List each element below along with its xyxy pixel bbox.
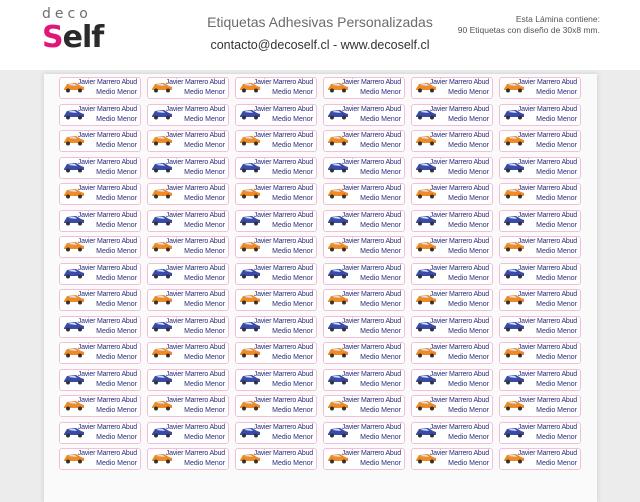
label-class-level: Medio Menor: [536, 301, 577, 308]
sticker-label: [323, 263, 405, 285]
label-child-name: Javier Marrero Abud: [341, 423, 401, 431]
label-child-name: Javier Marrero Abud: [165, 105, 225, 113]
label-class-level: Medio Menor: [272, 301, 313, 308]
label-child-name: Javier Marrero Abud: [341, 238, 401, 245]
sticker-label: [499, 77, 581, 99]
sticker-label: [59, 395, 141, 417]
label-class-level: Medio Menor: [448, 248, 489, 255]
label-class-level: Medio Menor: [360, 168, 401, 176]
label-child-name: Javier Marrero Abud: [429, 238, 489, 245]
sticker-label: [235, 77, 317, 99]
label-child-name: Javier Marrero Abud: [253, 450, 313, 457]
label-class-level: Medio Menor: [360, 221, 401, 229]
label-class-level: Medio Menor: [96, 115, 137, 123]
label-child-name: Javier Marrero Abud: [77, 79, 137, 86]
label-class-level: Medio Menor: [536, 221, 577, 229]
sticker-label: [323, 104, 405, 126]
label-child-name: Javier Marrero Abud: [429, 132, 489, 139]
sticker-label: [323, 448, 405, 470]
label-child-name: Javier Marrero Abud: [165, 211, 225, 219]
label-child-name: Javier Marrero Abud: [429, 291, 489, 298]
label-class-level: Medio Menor: [272, 407, 313, 414]
sticker-label: [323, 130, 405, 152]
sticker-label: [323, 369, 405, 391]
label-child-name: Javier Marrero Abud: [517, 423, 577, 431]
sheet-info-line1: Esta Lámina contiene:: [515, 14, 600, 24]
sticker-label: [499, 369, 581, 391]
label-class-level: Medio Menor: [184, 301, 225, 308]
sticker-label: [499, 342, 581, 364]
label-class-level: Medio Menor: [536, 168, 577, 176]
label-child-name: Javier Marrero Abud: [165, 238, 225, 245]
sticker-label: [499, 130, 581, 152]
label-class-level: Medio Menor: [184, 221, 225, 229]
label-child-name: Javier Marrero Abud: [77, 370, 137, 378]
sticker-label: [411, 263, 493, 285]
sticker-label: [411, 369, 493, 391]
label-child-name: Javier Marrero Abud: [517, 132, 577, 139]
label-grid: [59, 77, 581, 470]
label-child-name: Javier Marrero Abud: [77, 105, 137, 113]
sticker-label: [411, 448, 493, 470]
label-class-level: Medio Menor: [536, 327, 577, 335]
label-child-name: Javier Marrero Abud: [165, 158, 225, 166]
label-child-name: Javier Marrero Abud: [429, 423, 489, 431]
label-class-level: Medio Menor: [272, 433, 313, 441]
sticker-label: [411, 77, 493, 99]
label-child-name: Javier Marrero Abud: [429, 158, 489, 166]
sticker-label: [411, 316, 493, 338]
label-class-level: Medio Menor: [536, 274, 577, 282]
sticker-label: [323, 210, 405, 232]
sticker-label: [147, 369, 229, 391]
label-sheet: [44, 74, 597, 502]
label-child-name: Javier Marrero Abud: [517, 291, 577, 298]
sticker-label: [499, 104, 581, 126]
label-class-level: Medio Menor: [96, 248, 137, 255]
sheet-info-line2: 90 Etiquetas con diseño de 30x8 mm.: [457, 25, 600, 35]
sticker-label: [147, 422, 229, 444]
label-child-name: Javier Marrero Abud: [77, 238, 137, 245]
label-child-name: Javier Marrero Abud: [253, 423, 313, 431]
label-child-name: Javier Marrero Abud: [253, 105, 313, 113]
label-class-level: Medio Menor: [184, 195, 225, 202]
label-class-level: Medio Menor: [184, 380, 225, 388]
sticker-label: [499, 289, 581, 311]
sticker-label: [147, 289, 229, 311]
label-class-level: Medio Menor: [448, 354, 489, 361]
sticker-label: [323, 77, 405, 99]
label-class-level: Medio Menor: [536, 354, 577, 361]
label-class-level: Medio Menor: [360, 327, 401, 335]
sticker-label: [59, 210, 141, 232]
sticker-label: [411, 104, 493, 126]
label-child-name: Javier Marrero Abud: [77, 317, 137, 325]
label-child-name: Javier Marrero Abud: [165, 317, 225, 325]
label-class-level: Medio Menor: [272, 195, 313, 202]
logo-self-text: Self: [42, 20, 104, 55]
sticker-label: [235, 104, 317, 126]
sticker-label: [59, 448, 141, 470]
sticker-label: [235, 263, 317, 285]
label-child-name: Javier Marrero Abud: [341, 185, 401, 192]
label-child-name: Javier Marrero Abud: [165, 397, 225, 404]
label-child-name: Javier Marrero Abud: [253, 185, 313, 192]
label-class-level: Medio Menor: [96, 327, 137, 335]
label-class-level: Medio Menor: [360, 89, 401, 96]
logo-deco-text: deco: [42, 6, 92, 22]
label-class-level: Medio Menor: [360, 142, 401, 149]
label-child-name: Javier Marrero Abud: [341, 450, 401, 457]
page-title: Etiquetas Adhesivas Personalizadas: [207, 14, 433, 30]
label-class-level: Medio Menor: [184, 354, 225, 361]
sticker-label: [147, 210, 229, 232]
label-class-level: Medio Menor: [272, 115, 313, 123]
label-class-level: Medio Menor: [536, 407, 577, 414]
label-class-level: Medio Menor: [184, 274, 225, 282]
label-class-level: Medio Menor: [448, 301, 489, 308]
label-class-level: Medio Menor: [96, 89, 137, 96]
label-child-name: Javier Marrero Abud: [165, 185, 225, 192]
label-class-level: Medio Menor: [96, 142, 137, 149]
label-class-level: Medio Menor: [448, 142, 489, 149]
label-child-name: Javier Marrero Abud: [341, 211, 401, 219]
label-child-name: Javier Marrero Abud: [77, 158, 137, 166]
label-child-name: Javier Marrero Abud: [77, 423, 137, 431]
label-class-level: Medio Menor: [96, 460, 137, 467]
label-child-name: Javier Marrero Abud: [517, 185, 577, 192]
label-child-name: Javier Marrero Abud: [165, 291, 225, 298]
label-class-level: Medio Menor: [448, 195, 489, 202]
label-child-name: Javier Marrero Abud: [341, 344, 401, 351]
sticker-label: [323, 342, 405, 364]
sticker-label: [235, 210, 317, 232]
label-class-level: Medio Menor: [360, 433, 401, 441]
sticker-label: [323, 316, 405, 338]
sticker-label: [235, 369, 317, 391]
sticker-label: [59, 130, 141, 152]
sticker-label: [411, 236, 493, 258]
sticker-label: [499, 395, 581, 417]
label-class-level: Medio Menor: [96, 168, 137, 176]
label-child-name: Javier Marrero Abud: [517, 158, 577, 166]
sticker-label: [235, 289, 317, 311]
label-child-name: Javier Marrero Abud: [165, 423, 225, 431]
label-class-level: Medio Menor: [184, 460, 225, 467]
sticker-label: [235, 130, 317, 152]
label-class-level: Medio Menor: [536, 115, 577, 123]
sticker-label: [323, 289, 405, 311]
sticker-label: [411, 342, 493, 364]
sticker-label: [499, 236, 581, 258]
label-class-level: Medio Menor: [536, 89, 577, 96]
sticker-label: [147, 130, 229, 152]
label-child-name: Javier Marrero Abud: [517, 211, 577, 219]
label-child-name: Javier Marrero Abud: [253, 397, 313, 404]
label-class-level: Medio Menor: [448, 327, 489, 335]
label-child-name: Javier Marrero Abud: [429, 450, 489, 457]
sticker-label: [323, 236, 405, 258]
label-class-level: Medio Menor: [448, 380, 489, 388]
label-child-name: Javier Marrero Abud: [77, 211, 137, 219]
sticker-label: [147, 77, 229, 99]
label-class-level: Medio Menor: [360, 354, 401, 361]
sticker-label: [323, 395, 405, 417]
label-child-name: Javier Marrero Abud: [165, 132, 225, 139]
label-child-name: Javier Marrero Abud: [77, 185, 137, 192]
sticker-label: [499, 448, 581, 470]
label-child-name: Javier Marrero Abud: [429, 79, 489, 86]
label-class-level: Medio Menor: [272, 89, 313, 96]
sticker-label: [499, 183, 581, 205]
sticker-label: [59, 104, 141, 126]
label-class-level: Medio Menor: [96, 195, 137, 202]
label-child-name: Javier Marrero Abud: [517, 238, 577, 245]
label-child-name: Javier Marrero Abud: [165, 450, 225, 457]
label-class-level: Medio Menor: [96, 380, 137, 388]
label-child-name: Javier Marrero Abud: [517, 370, 577, 378]
contact-line: contacto@decoself.cl - www.decoself.cl: [210, 38, 430, 52]
label-class-level: Medio Menor: [536, 380, 577, 388]
label-child-name: Javier Marrero Abud: [429, 397, 489, 404]
label-class-level: Medio Menor: [448, 460, 489, 467]
sticker-label: [235, 395, 317, 417]
sticker-label: [59, 369, 141, 391]
sticker-label: [411, 289, 493, 311]
sticker-label: [147, 263, 229, 285]
label-class-level: Medio Menor: [448, 433, 489, 441]
label-class-level: Medio Menor: [536, 142, 577, 149]
sticker-label: [499, 422, 581, 444]
label-class-level: Medio Menor: [272, 221, 313, 229]
label-class-level: Medio Menor: [272, 274, 313, 282]
label-class-level: Medio Menor: [96, 407, 137, 414]
label-class-level: Medio Menor: [360, 274, 401, 282]
label-child-name: Javier Marrero Abud: [253, 264, 313, 272]
sticker-label: [147, 157, 229, 179]
label-child-name: Javier Marrero Abud: [517, 317, 577, 325]
label-child-name: Javier Marrero Abud: [165, 264, 225, 272]
label-class-level: Medio Menor: [96, 221, 137, 229]
label-class-level: Medio Menor: [360, 407, 401, 414]
decoself-logo: [42, 6, 112, 56]
label-child-name: Javier Marrero Abud: [77, 264, 137, 272]
label-child-name: Javier Marrero Abud: [341, 105, 401, 113]
sticker-label: [59, 77, 141, 99]
sticker-label: [235, 157, 317, 179]
sticker-label: [411, 183, 493, 205]
sticker-label: [147, 104, 229, 126]
sticker-label: [59, 342, 141, 364]
label-child-name: Javier Marrero Abud: [517, 344, 577, 351]
label-child-name: Javier Marrero Abud: [429, 370, 489, 378]
sticker-label: [235, 422, 317, 444]
sticker-label: [59, 183, 141, 205]
sticker-label: [411, 395, 493, 417]
label-class-level: Medio Menor: [272, 354, 313, 361]
sticker-label: [59, 316, 141, 338]
label-child-name: Javier Marrero Abud: [517, 397, 577, 404]
sticker-label: [59, 157, 141, 179]
label-class-level: Medio Menor: [448, 407, 489, 414]
label-child-name: Javier Marrero Abud: [77, 344, 137, 351]
label-child-name: Javier Marrero Abud: [517, 450, 577, 457]
label-class-level: Medio Menor: [184, 89, 225, 96]
label-class-level: Medio Menor: [272, 380, 313, 388]
label-child-name: Javier Marrero Abud: [165, 344, 225, 351]
sticker-label: [323, 157, 405, 179]
label-class-level: Medio Menor: [448, 89, 489, 96]
sticker-label: [147, 316, 229, 338]
sticker-label: [235, 316, 317, 338]
label-child-name: Javier Marrero Abud: [517, 79, 577, 86]
label-child-name: Javier Marrero Abud: [253, 132, 313, 139]
label-child-name: Javier Marrero Abud: [429, 105, 489, 113]
label-child-name: Javier Marrero Abud: [341, 264, 401, 272]
label-child-name: Javier Marrero Abud: [429, 264, 489, 272]
label-child-name: Javier Marrero Abud: [429, 211, 489, 219]
label-child-name: Javier Marrero Abud: [253, 158, 313, 166]
sticker-label: [323, 422, 405, 444]
label-child-name: Javier Marrero Abud: [77, 397, 137, 404]
sticker-label: [147, 236, 229, 258]
label-class-level: Medio Menor: [360, 115, 401, 123]
sticker-label: [59, 422, 141, 444]
sticker-label: [235, 448, 317, 470]
label-child-name: Javier Marrero Abud: [77, 450, 137, 457]
label-child-name: Javier Marrero Abud: [253, 317, 313, 325]
label-class-level: Medio Menor: [360, 248, 401, 255]
label-class-level: Medio Menor: [184, 433, 225, 441]
label-class-level: Medio Menor: [360, 301, 401, 308]
label-class-level: Medio Menor: [448, 274, 489, 282]
sticker-label: [323, 183, 405, 205]
label-class-level: Medio Menor: [360, 195, 401, 202]
label-child-name: Javier Marrero Abud: [253, 211, 313, 219]
label-child-name: Javier Marrero Abud: [341, 291, 401, 298]
sticker-label: [235, 342, 317, 364]
label-child-name: Javier Marrero Abud: [253, 370, 313, 378]
label-class-level: Medio Menor: [536, 433, 577, 441]
label-class-level: Medio Menor: [448, 221, 489, 229]
sticker-label: [235, 236, 317, 258]
label-class-level: Medio Menor: [184, 168, 225, 176]
sticker-label: [147, 342, 229, 364]
sticker-label: [147, 395, 229, 417]
sheet-info: [458, 14, 600, 36]
sticker-label: [147, 448, 229, 470]
header: [0, 0, 640, 70]
label-child-name: Javier Marrero Abud: [253, 79, 313, 86]
label-child-name: Javier Marrero Abud: [341, 158, 401, 166]
label-class-level: Medio Menor: [184, 327, 225, 335]
label-class-level: Medio Menor: [184, 142, 225, 149]
sticker-label: [235, 183, 317, 205]
label-child-name: Javier Marrero Abud: [341, 79, 401, 86]
sticker-label: [411, 130, 493, 152]
label-child-name: Javier Marrero Abud: [341, 370, 401, 378]
label-class-level: Medio Menor: [272, 168, 313, 176]
label-class-level: Medio Menor: [536, 195, 577, 202]
label-child-name: Javier Marrero Abud: [253, 291, 313, 298]
sticker-label: [499, 210, 581, 232]
label-class-level: Medio Menor: [96, 354, 137, 361]
label-child-name: Javier Marrero Abud: [77, 132, 137, 139]
label-child-name: Javier Marrero Abud: [77, 291, 137, 298]
label-class-level: Medio Menor: [184, 248, 225, 255]
label-class-level: Medio Menor: [184, 115, 225, 123]
label-child-name: Javier Marrero Abud: [341, 317, 401, 325]
sticker-label: [411, 422, 493, 444]
label-child-name: Javier Marrero Abud: [517, 264, 577, 272]
sticker-label: [59, 263, 141, 285]
label-class-level: Medio Menor: [448, 168, 489, 176]
sticker-label: [411, 157, 493, 179]
label-class-level: Medio Menor: [536, 248, 577, 255]
label-child-name: Javier Marrero Abud: [165, 370, 225, 378]
label-class-level: Medio Menor: [272, 460, 313, 467]
sticker-label: [499, 316, 581, 338]
label-child-name: Javier Marrero Abud: [429, 344, 489, 351]
sticker-label: [499, 263, 581, 285]
label-child-name: Javier Marrero Abud: [253, 238, 313, 245]
label-child-name: Javier Marrero Abud: [165, 79, 225, 86]
label-child-name: Javier Marrero Abud: [429, 317, 489, 325]
label-child-name: Javier Marrero Abud: [253, 344, 313, 351]
label-class-level: Medio Menor: [272, 248, 313, 255]
sticker-label: [499, 157, 581, 179]
sticker-label: [59, 236, 141, 258]
label-class-level: Medio Menor: [360, 380, 401, 388]
label-child-name: Javier Marrero Abud: [517, 105, 577, 113]
label-child-name: Javier Marrero Abud: [341, 132, 401, 139]
label-class-level: Medio Menor: [448, 115, 489, 123]
sticker-label: [147, 183, 229, 205]
label-child-name: Javier Marrero Abud: [341, 397, 401, 404]
label-class-level: Medio Menor: [536, 460, 577, 467]
sticker-label: [59, 289, 141, 311]
sticker-label: [411, 210, 493, 232]
label-class-level: Medio Menor: [272, 142, 313, 149]
label-class-level: Medio Menor: [184, 407, 225, 414]
label-class-level: Medio Menor: [272, 327, 313, 335]
label-class-level: Medio Menor: [96, 301, 137, 308]
label-class-level: Medio Menor: [96, 433, 137, 441]
label-class-level: Medio Menor: [96, 274, 137, 282]
label-class-level: Medio Menor: [360, 460, 401, 467]
label-child-name: Javier Marrero Abud: [429, 185, 489, 192]
